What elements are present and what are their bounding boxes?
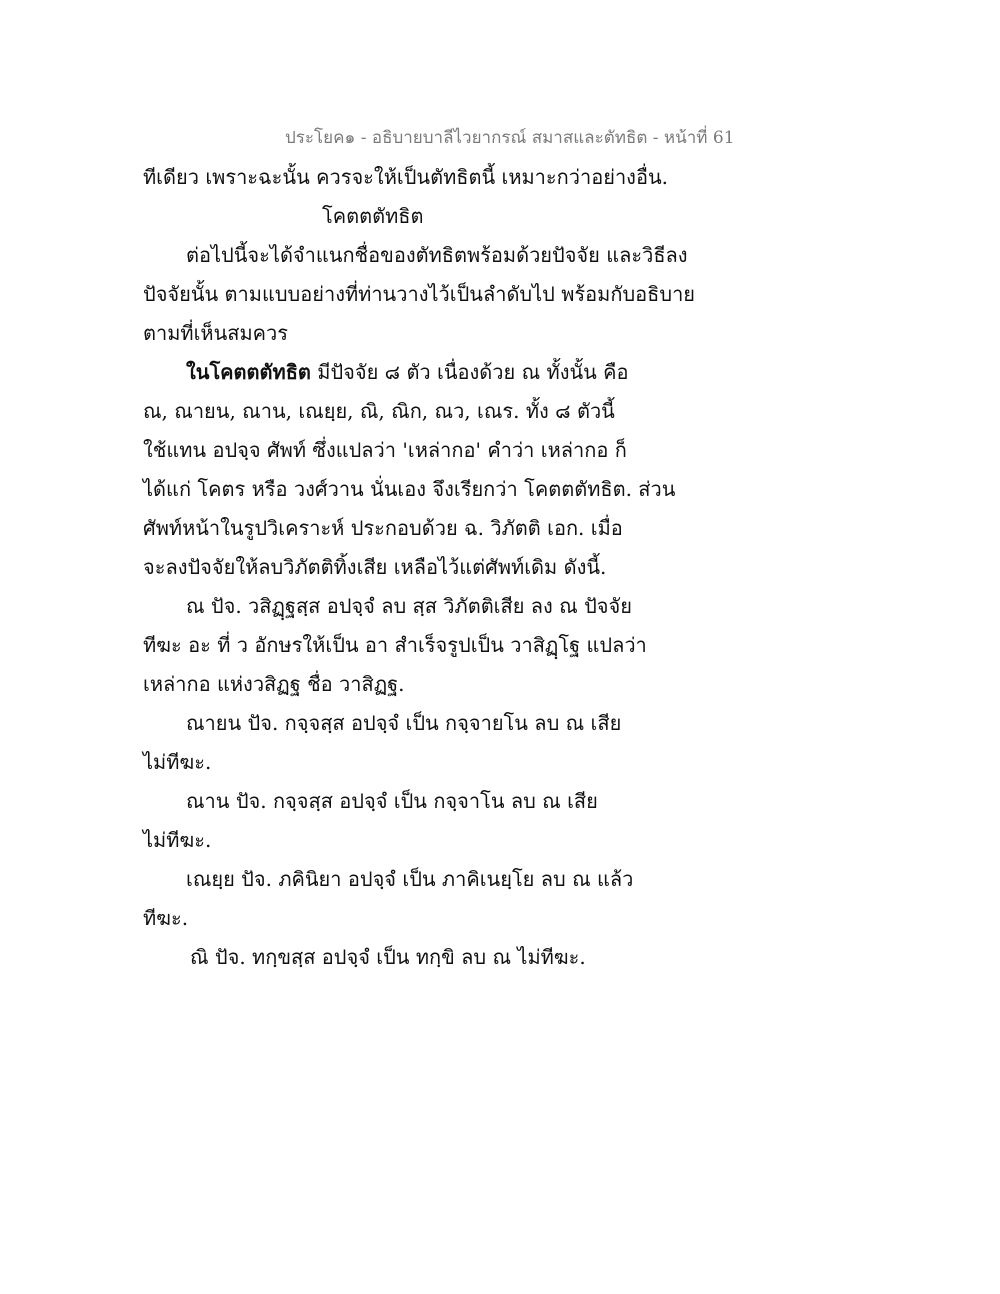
paragraph-first-line: ณายน ปัจ. กจฺจสฺส อปจฺจํ เป็น กจฺจายโน ลบ ณ เสีย — [186, 711, 622, 735]
paragraph-first-line: ณ ปัจ. วสิฏฺฐสฺส อปจฺจํ ลบ สฺส วิภัตติเสีย ลง ณ ปัจจัย — [186, 594, 632, 618]
text-line: ได้แก่ โคตร หรือ วงศ์วาน นั่นเอง จึงเรียกว่า โคตตตัทธิต. ส่วน — [143, 477, 676, 501]
text-run: มีปัจจัย ๘ ตัว เนื่องด้วย ณ ทั้งนั้น คือ — [310, 360, 629, 384]
text-line: ณ, ณายน, ณาน, เณยฺย, ณิ, ณิก, ณว, เณร. ทั้ง ๘ ตัวนี้ — [143, 399, 615, 423]
text-line: ทีฆะ. — [143, 906, 189, 930]
section-heading: โคตตตัทธิต — [322, 204, 424, 228]
paragraph-first-line: ณิ ปัจ. ทกฺขสฺส อปจฺจํ เป็น ทกฺขิ ลบ ณ ไม่ทีฆะ. — [190, 945, 586, 969]
body-text — [143, 158, 703, 977]
paragraph-first-line: เณยฺย ปัจ. ภคินิยา อปจฺจํ เป็น ภาคิเนยฺโย ลบ ณ แล้ว — [186, 867, 634, 891]
paragraph-first-line — [143, 353, 703, 392]
text-line: ทีเดียว เพราะฉะนั้น ควรจะให้เป็นตัทธิตนี้ เหมาะกว่าอย่างอื่น. — [143, 165, 668, 189]
text-line: ใช้แทน อปจฺจ ศัพท์ ซึ่งแปลว่า 'เหล่ากอ' คำว่า เหล่ากอ ก็ — [143, 438, 627, 462]
bold-term: ในโคตตตัทธิต — [186, 360, 311, 384]
text-line: ตามที่เห็นสมควร — [143, 321, 289, 345]
text-line: ปัจจัยนั้น ตามแบบอย่างที่ท่านวางไว้เป็นลำดับไป พร้อมกับอธิบาย — [143, 282, 696, 306]
paragraph-first-line: ต่อไปนี้จะได้จำแนกชื่อของตัทธิตพร้อมด้วยปัจจัย และวิธีลง — [186, 243, 688, 267]
text-line: ทีฆะ อะ ที่ ว อักษรให้เป็น อา สำเร็จรูปเป็น วาสิฏฺโฐ แปลว่า — [143, 633, 647, 657]
text-line: ไม่ทีฆะ. — [143, 750, 212, 774]
paragraph-first-line: ณาน ปัจ. กจฺจสฺส อปจฺจํ เป็น กจฺจาโน ลบ ณ เสีย — [186, 789, 598, 813]
text-line: ศัพท์หน้าในรูปวิเคราะห์ ประกอบด้วย ฉ. วิภัตติ เอก. เมื่อ — [143, 516, 623, 540]
text-line: จะลงปัจจัยให้ลบวิภัตติทิ้งเสีย เหลือไว้แต่ศัพท์เดิม ดังนี้. — [143, 555, 607, 579]
running-header: ประโยค๑ - อธิบายบาลีไวยากรณ์ สมาสและตัทธิต - หน้าที่ 61 — [285, 128, 735, 148]
text-line: เหล่ากอ แห่งวสิฏฐ ชื่อ วาสิฏฐ. — [143, 672, 405, 696]
text-line: ไม่ทีฆะ. — [143, 828, 212, 852]
